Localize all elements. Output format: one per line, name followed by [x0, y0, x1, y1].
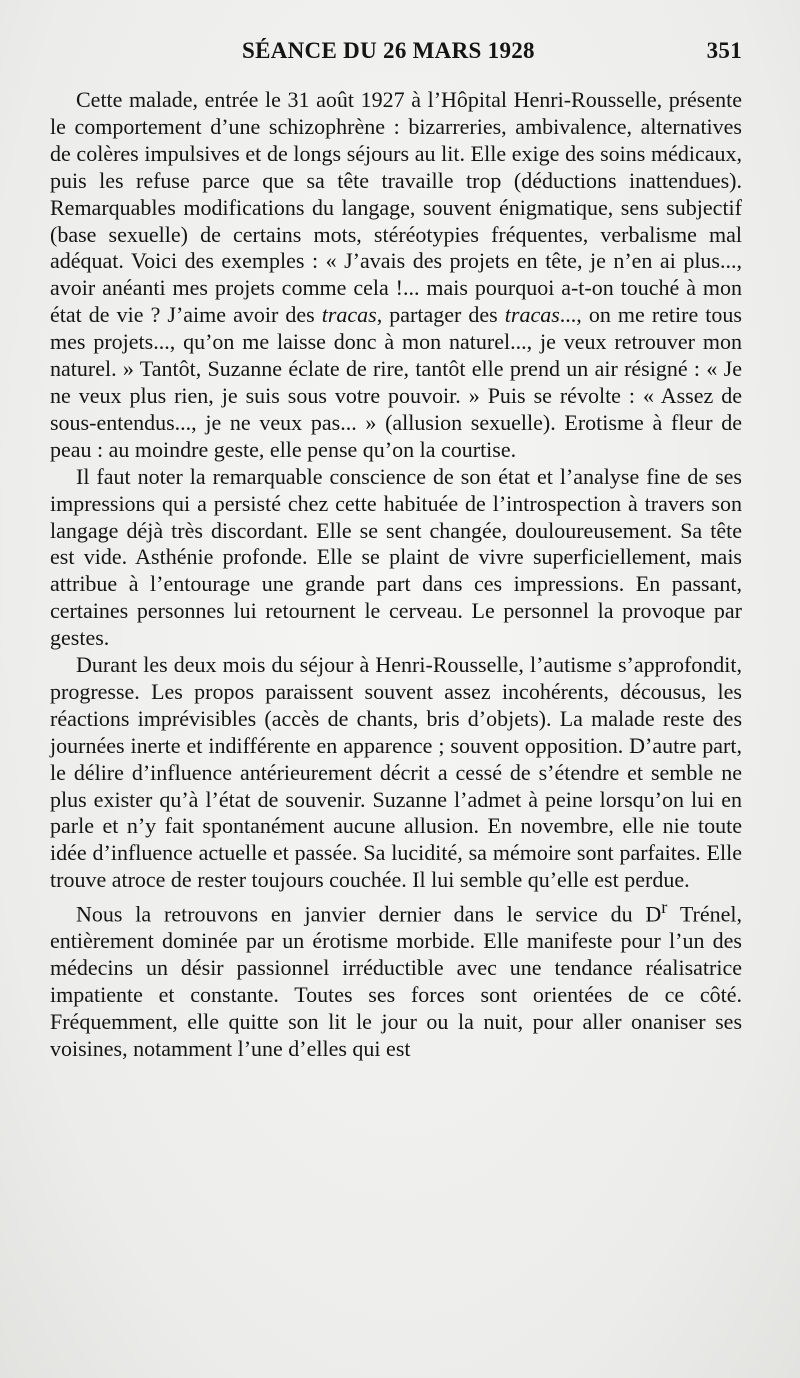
paragraph-1 — [50, 87, 742, 464]
paragraph-1-text-c: ..., on me retire tous mes projets..., qu’on me laisse donc à mon naturel..., je veux retrouver mon naturel. » Tantôt, Suzanne éclate de rire, tantôt elle prend un air résigné : « Je ne veux plus rien, je suis sous votre pouvoir. » Puis se révolte : « Assez de sous-entendus..., je ne veux pas... » (allusion sexuelle). Erotisme à fleur de peau : au moindre geste, elle pense qu’on la courtise. — [50, 302, 742, 462]
running-head — [50, 38, 742, 74]
italic-tracas-2: tracas — [504, 302, 560, 328]
paragraph-4-text-a: Nous la retrouvons en janvier dernier dans le service du D — [76, 901, 662, 927]
body-text — [50, 87, 742, 1063]
page-number: 351 — [706, 38, 742, 63]
paragraph-1-text-b: , partager des — [376, 302, 505, 328]
superscript-r: r — [661, 897, 668, 918]
paragraph-4-text-b: Trénel, entièrement dominée par un érotisme morbide. Elle manifeste pour l’un des médecins un désir passionnel irréductible avec une tendance réalisatrice impatiente et constante. Toutes ses forces sont orientées de ce côté. Fréquemment, elle quitte son lit le jour ou la nuit, pour aller onaniser ses voisines, notamment l’une d’elles qui est — [50, 901, 742, 1062]
paragraph-2: Il faut noter la remarquable conscience de son état et l’analyse fine de ses impressions qui a persisté chez cette habituée de l’introspection à travers son langage déjà très discordant. Elle se sent changée, douloureusement. Sa tête est vide. Asthénie profonde. Elle se plaint de vivre superficiellement, mais attribue à l’entourage une grande part dans ces impressions. En passant, certaines personnes lui retournent le cerveau. Le personnel la provoque par gestes. — [50, 463, 742, 651]
italic-tracas: tracas — [321, 302, 377, 328]
book-page — [50, 38, 742, 1063]
paragraph-4 — [50, 894, 742, 1063]
running-head-title: SÉANCE DU 26 MARS 1928 — [242, 38, 535, 63]
paragraph-3: Durant les deux mois du séjour à Henri-Rousselle, l’autisme s’approfondit, progresse. Les propos paraissent souvent assez incohérents, décousus, les réactions imprévisibles (accès de chants, bris d’objets). La malade reste des journées inerte et indifférente en apparence ; souvent opposition. D’autre part, le délire d’influence antérieurement décrit a cessé de s’étendre et semble ne plus exister qu’à l’état de souvenir. Suzanne l’admet à peine lorsqu’on lui en parle et n’y fait spontanément aucune allusion. En novembre, elle nie toute idée d’influence actuelle et passée. Sa lucidité, sa mémoire sont parfaites. Elle trouve atroce de rester toujours couchée. Il lui semble qu’elle est perdue. — [50, 652, 742, 893]
paragraph-1-text-a: Cette malade, entrée le 31 août 1927 à l’Hôpital Henri-Rousselle, présente le comportement d’une schizophrène : bizarreries, ambivalence, alternatives de colères impulsives et de longs séjours au lit. Elle exige des soins médicaux, puis les refuse parce que sa tête travaille trop (déductions inattendues). Remarquables modifications du langage, souvent énigmatique, sens subjectif (base sexuelle) de certains mots, stéréotypies fréquentes, verbalisme mal adéquat. Voici des exemples : « J’avais des projets en tête, je n’en ai plus..., avoir anéanti mes projets comme cela !... mais pourquoi a-t-on touché à mon état de vie ? J’aime avoir des — [50, 87, 742, 328]
